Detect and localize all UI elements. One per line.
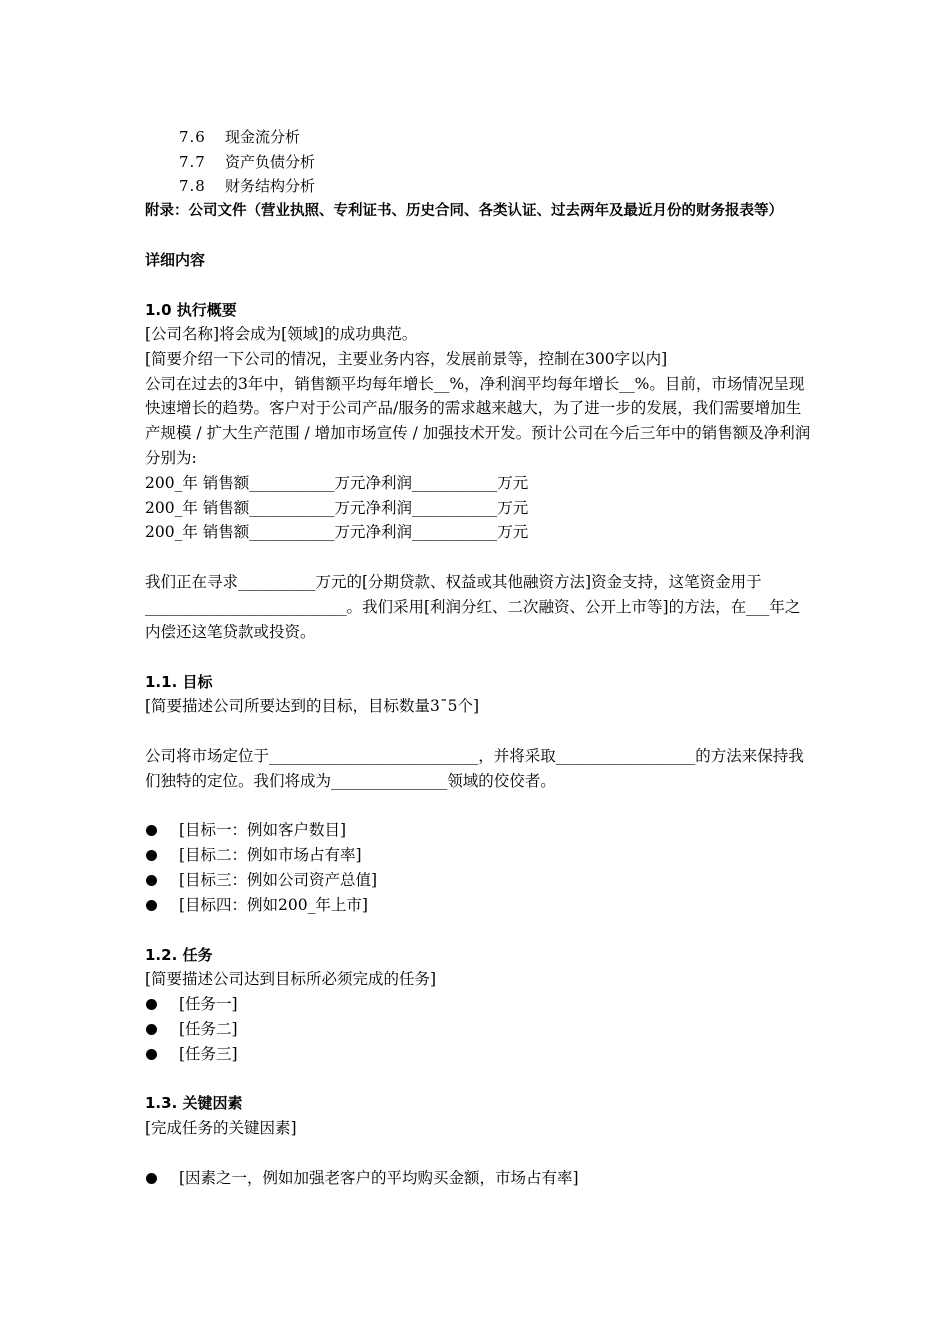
bullet-icon (145, 843, 179, 868)
toc-item (179, 125, 815, 150)
list-item (145, 1017, 815, 1042)
paragraph: [公司名称]将会成为[领域]的成功典范。 (145, 325, 418, 343)
toc-item-title: 财务结构分析 (225, 177, 316, 195)
bullet-icon (145, 1166, 179, 1191)
forecast-line: 200_年 销售额___________万元净利润___________万元 (145, 498, 529, 517)
goals-list (145, 818, 815, 917)
bullet-icon (145, 893, 179, 918)
list-item (145, 992, 815, 1017)
paragraph: [简要描述公司达到目标所必须完成的任务] (145, 970, 437, 989)
list-item-text: [因素之一，例如加强老客户的平均购买金额，市场占有率] (179, 1168, 579, 1187)
bullet-icon (145, 868, 179, 893)
bullet-icon (145, 992, 179, 1017)
list-item-text: [任务二] (179, 1019, 238, 1038)
list-item (145, 893, 815, 918)
bullet-icon (145, 818, 179, 843)
toc-item-title: 现金流分析 (225, 128, 301, 146)
list-item-text: [任务一] (179, 994, 238, 1013)
list-item-text: [目标一：例如客户数目] (179, 821, 347, 840)
funding-paragraph: 我们正在寻求__________万元的[分期贷款、权益或其他融资方法]资金支持，这笔资金用于__________________________。我们采用[利润分红、二次融资、公开上市等]的方法，在___年之内偿还这笔贷款或投资。 (145, 573, 801, 641)
list-item-text: [任务三] (179, 1044, 238, 1063)
tasks-list (145, 992, 815, 1066)
list-item (145, 818, 815, 843)
toc-list (145, 125, 815, 199)
toc-item (179, 150, 815, 175)
list-item-text: [目标二：例如市场占有率] (179, 846, 362, 865)
bullet-icon (145, 1042, 179, 1067)
details-label: 详细内容 (145, 251, 206, 269)
section-heading-tasks: 1.2. 任务 (145, 945, 213, 964)
list-item (145, 868, 815, 893)
paragraph: [简要描述公司所要达到的目标，目标数量3¯5个] (145, 697, 480, 716)
list-item (145, 843, 815, 868)
toc-item-number: 7.6 (179, 128, 206, 146)
toc-item-number: 7.8 (179, 177, 206, 195)
positioning-paragraph: 公司将市场定位于___________________________，并将采取__________________的方法来保持我们独特的定位。我们将成为_______________领域的佼佼者。 (145, 746, 804, 790)
section-heading-executive-summary: 1.0 执行概要 (145, 300, 237, 319)
list-item (145, 1166, 815, 1191)
list-item-text: [目标四：例如200_年上市] (179, 895, 368, 914)
appendix-note: 附录：公司文件（营业执照、专利证书、历史合同、各类认证、过去两年及最近月份的财务报表等） (145, 202, 783, 219)
bullet-icon (145, 1017, 179, 1042)
section-heading-goals: 1.1. 目标 (145, 672, 213, 691)
paragraph: [简要介绍一下公司的情况，主要业务内容，发展前景等，控制在300字以内] (145, 349, 668, 368)
forecast-line: 200_年 销售额___________万元净利润___________万元 (145, 473, 529, 492)
list-item-text: [目标三：例如公司资产总值] (179, 871, 378, 890)
toc-item (179, 174, 815, 199)
forecast-line: 200_年 销售额___________万元净利润___________万元 (145, 523, 529, 542)
toc-item-number: 7.7 (179, 152, 206, 171)
factors-list (145, 1166, 815, 1191)
toc-item-title: 资产负债分析 (225, 152, 316, 171)
section-heading-key-factors: 1.3. 关键因素 (145, 1094, 243, 1113)
paragraph: [完成任务的关键因素] (145, 1118, 297, 1137)
list-item (145, 1042, 815, 1067)
paragraph: 公司在过去的3年中，销售额平均每年增长__%，净利润平均每年增长__%。目前，市场情况呈现快速增长的趋势。客户对于公司产品/服务的需求越来越大，为了进一步的发展，我们需要增加生产规模 / 扩大生产范围 / 增加市场宣传 / 加强技术开发。预计公司在今后三年中的销售额及净利润分别为: (145, 374, 811, 467)
document-page (145, 125, 815, 1190)
